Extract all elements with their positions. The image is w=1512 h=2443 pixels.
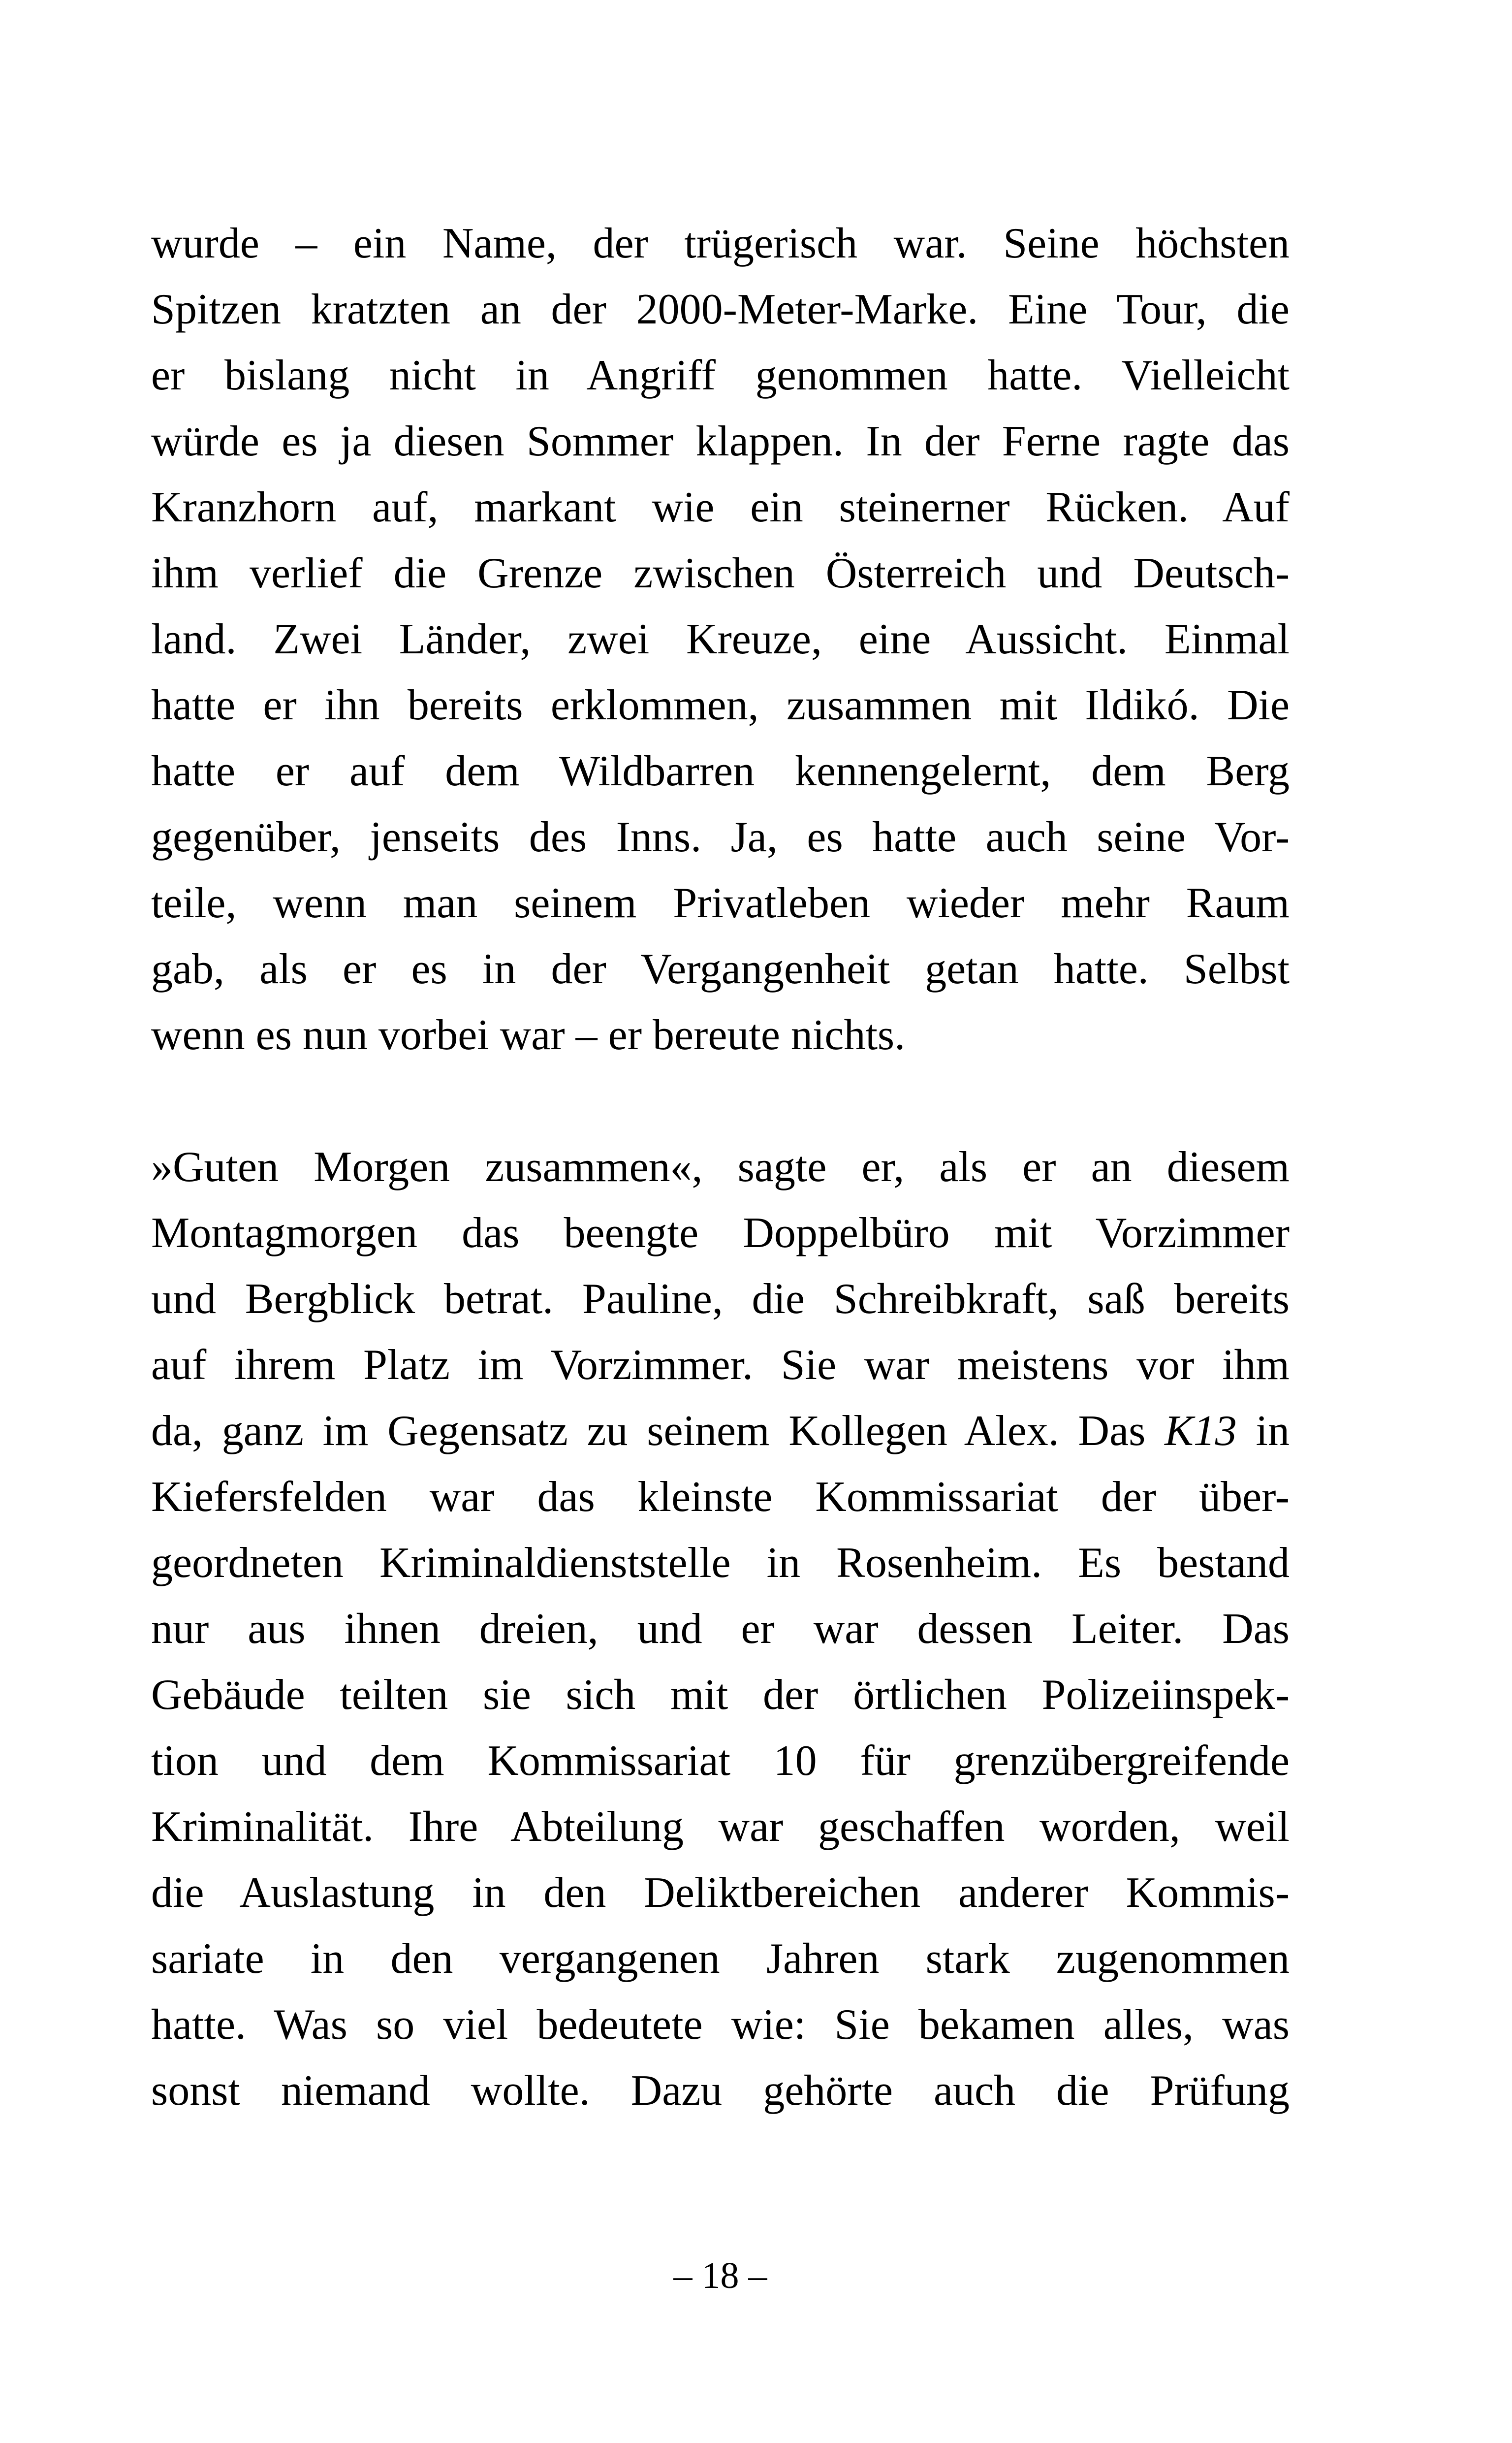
- text-line: gegenüber, jenseits des Inns. Ja, es hatte auch seine Vor-: [151, 813, 1290, 861]
- text-line: hatte er auf dem Wildbarren kennengelernt, dem Berg: [151, 747, 1290, 795]
- paragraph: [151, 1134, 1290, 2124]
- text-line: Kranzhorn auf, markant wie ein steinerner Rücken. Auf: [151, 483, 1290, 531]
- text-line: wurde – ein Name, der trügerisch war. Seine höchsten: [151, 220, 1290, 267]
- text-line: tion und dem Kommissariat 10 für grenzübergreifende: [151, 1737, 1290, 1785]
- text-line: land. Zwei Länder, zwei Kreuze, eine Aussicht. Einmal: [151, 615, 1290, 663]
- page-number: – 18 –: [673, 2255, 767, 2296]
- text-line: und Bergblick betrat. Pauline, die Schreibkraft, saß bereits: [151, 1275, 1290, 1323]
- text-line: hatte. Was so viel bedeutete wie: Sie bekamen alles, was: [151, 2001, 1290, 2049]
- text-line: ihm verlief die Grenze zwischen Österreich und Deutsch-: [151, 549, 1290, 597]
- text-line: teile, wenn man seinem Privatleben wieder mehr Raum: [151, 879, 1290, 927]
- text-line: Gebäude teilten sie sich mit der örtlichen Polizeiinspek-: [151, 1671, 1290, 1719]
- text-line: nur aus ihnen dreien, und er war dessen Leiter. Das: [151, 1605, 1290, 1653]
- text-line: Kriminalität. Ihre Abteilung war geschaffen worden, weil: [151, 1803, 1290, 1851]
- text-block: [151, 211, 1290, 2124]
- text-line: hatte er ihn bereits erklommen, zusammen mit Ildikó. Die: [151, 681, 1290, 729]
- text-line: da, ganz im Gegensatz zu seinem Kollegen Alex. Das K13 in: [151, 1407, 1290, 1455]
- text-line: die Auslastung in den Deliktbereichen anderer Kommis-: [151, 1869, 1290, 1917]
- text-line: Kiefersfelden war das kleinste Kommissariat der über-: [151, 1473, 1290, 1521]
- text-line: Spitzen kratzten an der 2000-Meter-Marke. Eine Tour, die: [151, 286, 1290, 333]
- text-line: »Guten Morgen zusammen«, sagte er, als er an diesem: [151, 1143, 1290, 1191]
- text-line: sariate in den vergangenen Jahren stark zugenommen: [151, 1935, 1290, 1983]
- text-line: gab, als er es in der Vergangenheit getan hatte. Selbst: [151, 945, 1290, 993]
- text-line: auf ihrem Platz im Vorzimmer. Sie war meistens vor ihm: [151, 1341, 1290, 1389]
- text-line: Montagmorgen das beengte Doppelbüro mit Vorzimmer: [151, 1209, 1290, 1257]
- text-line: geordneten Kriminaldienststelle in Rosenheim. Es bestand: [151, 1539, 1290, 1587]
- text-line: sonst niemand wollte. Dazu gehörte auch die Prüfung: [151, 2067, 1290, 2115]
- text-line: wenn es nun vorbei war – er bereute nichts.: [151, 1011, 906, 1059]
- paragraph: [151, 211, 1290, 1068]
- text-line: würde es ja diesen Sommer klappen. In der Ferne ragte das: [151, 418, 1290, 465]
- text-line: er bislang nicht in Angriff genommen hatte. Vielleicht: [151, 352, 1290, 399]
